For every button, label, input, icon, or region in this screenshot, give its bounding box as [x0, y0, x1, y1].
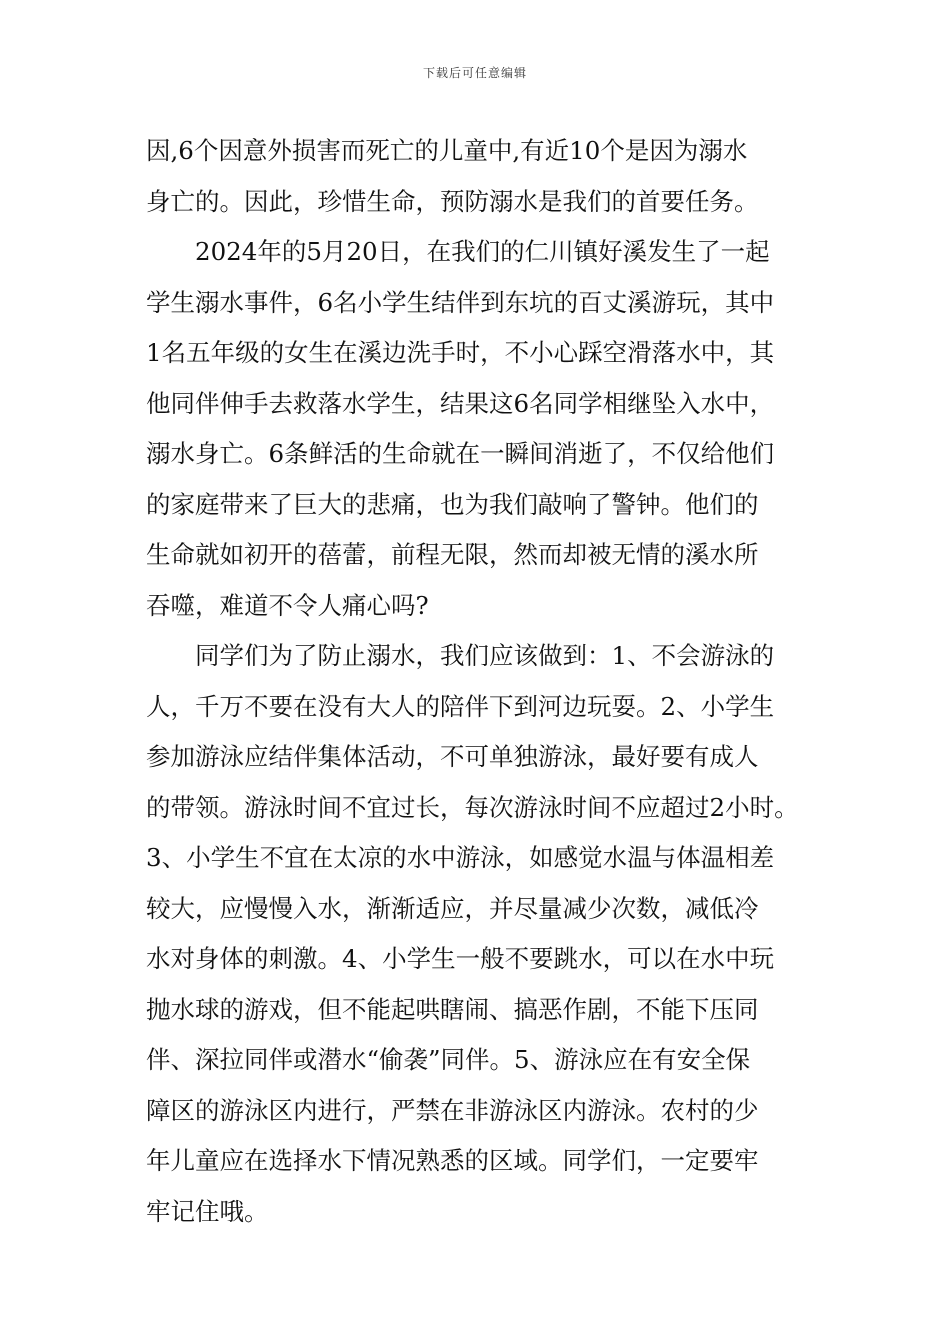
text-line: 1名五年级的女生在溪边洗手时，不小心踩空滑落水中，其 [146, 338, 775, 367]
text-line: 水对身体的刺激。4、小学生一般不要跳水，可以在水中玩 [146, 944, 775, 973]
text-line: 伴、深拉同伴或潜水“偷袭”同伴。5、游泳应在有安全保 [146, 1045, 751, 1074]
text-line: 参加游泳应结伴集体活动，不可单独游泳，最好要有成人 [146, 742, 759, 771]
text-line: 学生溺水事件，6名小学生结伴到东坑的百丈溪游玩，其中 [146, 287, 775, 317]
page-header: 下载后可任意编辑 [422, 66, 527, 80]
text-line: 他同伴伸手去救落水学生，结果这6名同学相继坠入水中， [146, 388, 775, 418]
document-body [146, 126, 846, 1237]
paragraph-3 [146, 631, 846, 1237]
paragraph-1 [146, 126, 846, 227]
text-line: 2024年的5月20日，在我们的仁川镇好溪发生了一起 [195, 237, 770, 266]
text-line: 年儿童应在选择水下情况熟悉的区域。同学们，一定要牢 [146, 1146, 759, 1175]
text-line: 吞噬，难道不令人痛心吗? [146, 590, 429, 620]
text-line: 的家庭带来了巨大的悲痛，也为我们敲响了警钟。他们的 [146, 489, 759, 519]
text-line: 抛水球的游戏，但不能起哄瞎闹、搞恶作剧，不能下压同 [146, 994, 759, 1024]
text-line: 生命就如初开的蓓蕾，前程无限，然而却被无情的溪水所 [146, 540, 759, 569]
text-line: 3、小学生不宜在太凉的水中游泳，如感觉水温与体温相差 [146, 843, 775, 872]
text-line: 人，千万不要在没有大人的陪伴下到河边玩耍。2、小学生 [146, 691, 775, 721]
paragraph-2 [146, 227, 846, 631]
text-line: 的带领。游泳时间不宜过长，每次游泳时间不应超过2小时。 [146, 792, 799, 822]
text-line: 身亡的。因此，珍惜生命，预防溺水是我们的首要任务。 [146, 186, 759, 216]
text-line: 较大，应慢慢入水，渐渐适应，并尽量减少次数，减低冷 [146, 893, 759, 923]
text-line: 溺水身亡。6条鲜活的生命就在一瞬间消逝了，不仅给他们 [146, 439, 775, 468]
text-line: 牢记住哦。 [146, 1196, 269, 1226]
text-line: 障区的游泳区内进行，严禁在非游泳区内游泳。农村的少 [146, 1095, 759, 1125]
text-line: 同学们为了防止溺水，我们应该做到：1、不会游泳的 [195, 641, 775, 670]
text-line: 因,6个因意外损害而死亡的儿童中,有近10个是因为溺水 [146, 136, 748, 165]
